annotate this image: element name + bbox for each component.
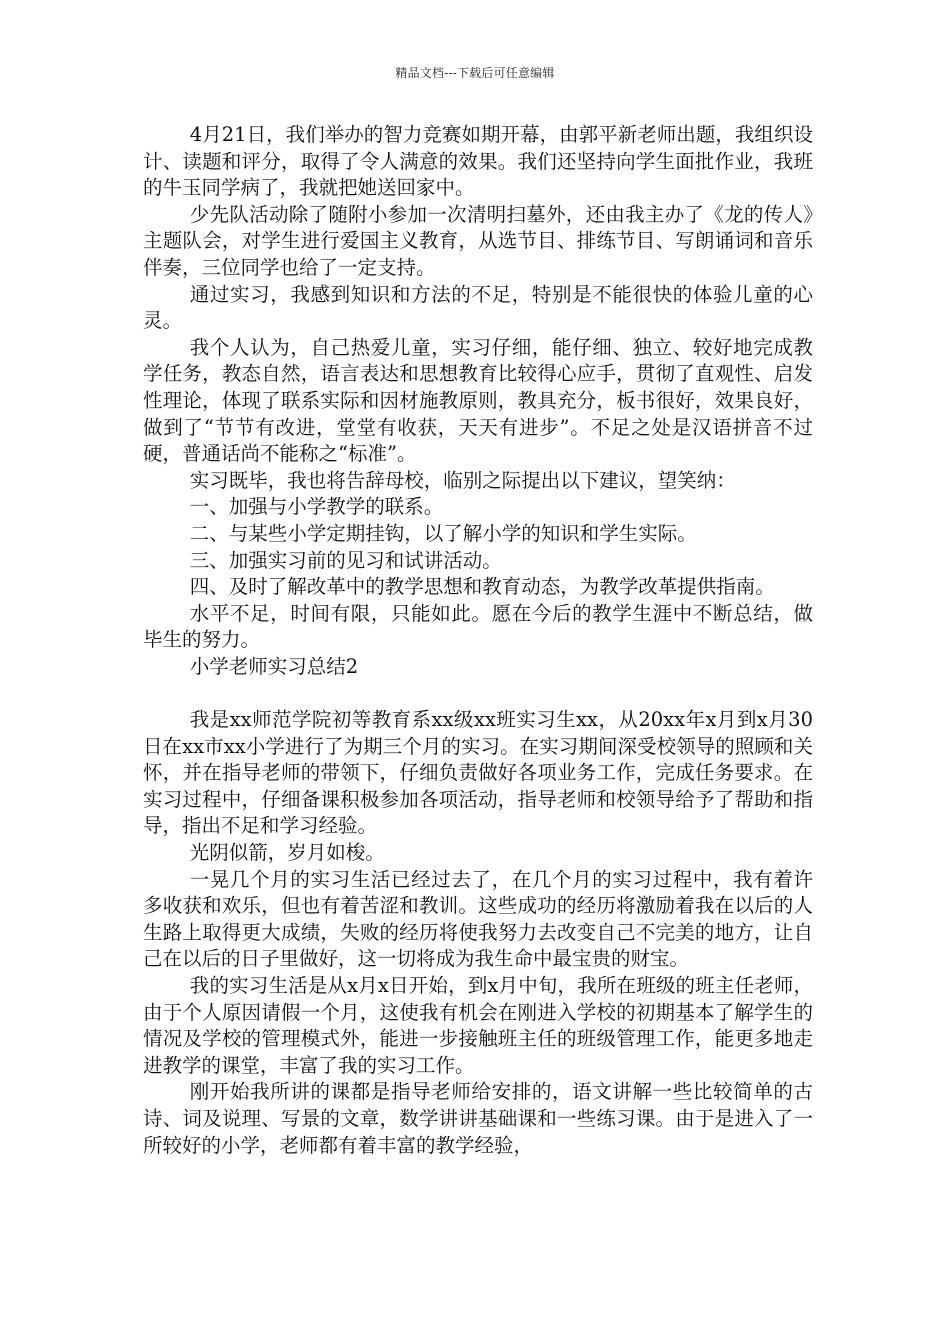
paragraph: 少先队活动除了随附小参加一次清明扫墓外，还由我主办了《龙的传人》主题队会，对学生进行爱国主义教育，从选节目、排练节目、写朗诵词和音乐伴奏，三位同学也给了一定支持。: [143, 202, 813, 279]
paragraph: 一晃几个月的实习生活已经过去了，在几个月的实习过程中，我有着许多收获和欢乐，但也有着苦涩和教训。这些成功的经历将激励着我在以后的人生路上取得更大成绩，失败的经历将使我努力去改变自己不完美的地方，让自己在以后的日子里做好，这一切将成为我生命中最宝贵的财宝。: [143, 867, 813, 971]
blank-line: [143, 680, 813, 707]
paragraph: 我个人认为，自己热爱儿童，实习仔细，能仔细、独立、较好地完成教学任务，教态自然，语言表达和思想教育比较得心应手，贯彻了直观性、启发性理论，体现了联系实际和因材施教原则，教具充分，板书很好，效果良好，做到了“节节有改进，堂堂有收获，天天有进步”。不足之处是汉语拼音不过硬，普通话尚不能称之“标准”。: [143, 335, 813, 466]
list-item: 三、加强实习前的见习和试讲活动。: [189, 548, 502, 572]
paragraph: 通过实习，我感到知识和方法的不足，特别是不能很快的体验儿童的心灵。: [143, 282, 813, 333]
paragraph: 我的实习生活是从x月x日开始，到x月中旬，我所在班级的班主任老师，由于个人原因请假一个月，这使我有机会在刚进入学校的初期基本了解学生的情况及学校的管理模式外，能进一步接触班主任的班级管理工作，能更多地走进教学的课堂，丰富了我的实习工作。: [143, 974, 813, 1077]
section-title: 小学老师实习总结2: [189, 654, 359, 678]
document-body: [143, 122, 813, 1159]
paragraph: 实习既毕，我也将告辞母校，临别之际提出以下建议，望笑纳：: [189, 468, 736, 492]
list-item: 二、与某些小学定期挂钩，以了解小学的知识和学生实际。: [189, 521, 697, 545]
paragraph: 水平不足，时间有限，只能如此。愿在今后的教学生涯中不断总结，做毕生的努力。: [143, 601, 813, 652]
paragraph: 刚开始我所讲的课都是指导老师给安排的，语文讲解一些比较简单的古诗、词及说理、写景的文章，数学讲讲基础课和一些练习课。由于是进入了一所较好的小学，老师都有着丰富的教学经验，: [143, 1080, 813, 1157]
paragraph: 我是xx师范学院初等教育系xx级xx班实习生xx，从20xx年x月到x月30日在xx市xx小学进行了为期三个月的实习。在实习期间深受校领导的照顾和关怀，并在指导老师的带领下，仔细负责做好各项业务工作，完成任务要求。在实习过程中，仔细备课积极参加各项活动，指导老师和校领导给予了帮助和指导，指出不足和学习经验。: [143, 708, 813, 838]
page-header: 精品文档---下载后可任意编辑: [395, 66, 555, 80]
paragraph: 光阴似箭，岁月如梭。: [189, 841, 385, 865]
list-item: 一、加强与小学教学的联系。: [189, 495, 444, 519]
paragraph: 4月21日，我们举办的智力竞赛如期开幕，由郭平新老师出题，我组织设计、读题和评分，取得了令人满意的效果。我们还坚持向学生面批作业，我班的牛玉同学病了，我就把她送回家中。: [143, 123, 813, 200]
list-item: 四、及时了解改革中的教学思想和教育动态，为教学改革提供指南。: [189, 575, 775, 599]
